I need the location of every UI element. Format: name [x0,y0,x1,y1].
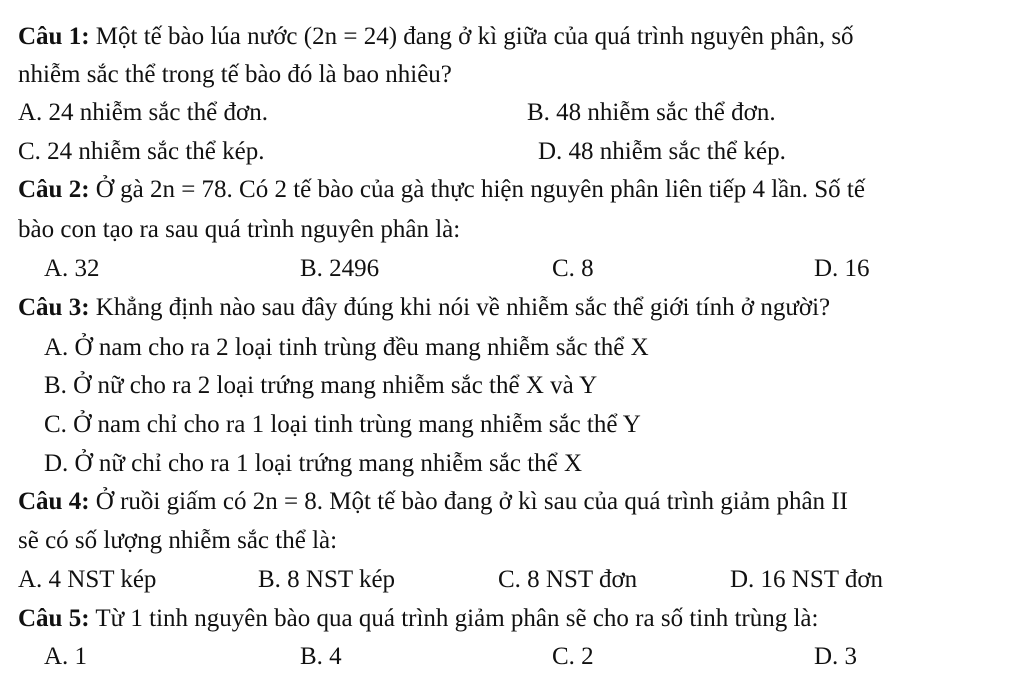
question-5-option-d[interactable]: D. 3 [814,643,858,670]
question-2-option-b[interactable]: B. 2496 [300,255,380,282]
question-2-option-a[interactable]: A. 32 [44,255,100,282]
question-3-stem: Khẳng định nào sau đây đúng khi nói về nhiễm sắc thể giới tính ở người? [89,294,831,321]
question-1-option-b[interactable]: B. 48 nhiễm sắc thể đơn. [527,99,776,126]
question-4-option-c[interactable]: C. 8 NST đơn [498,566,638,593]
question-2-option-c[interactable]: C. 8 [552,255,594,282]
question-2-stem: Ở gà 2n = 78. Có 2 tế bào của gà thực hiện nguyên phân liên tiếp 4 lần. Số tế [89,176,865,203]
question-3-label: Câu 3: [18,294,90,321]
question-5-stem: Từ 1 tinh nguyên bào qua quá trình giảm phân sẽ cho ra số tinh trùng là: [89,605,819,632]
question-1-line-2: nhiễm sắc thể trong tế bào đó là bao nhiêu? [18,61,452,88]
question-4-option-b[interactable]: B. 8 NST kép [258,566,396,593]
question-1-option-c[interactable]: C. 24 nhiễm sắc thể kép. [18,138,265,165]
question-5-option-b[interactable]: B. 4 [300,643,342,670]
question-1-option-d[interactable]: D. 48 nhiễm sắc thể kép. [538,138,786,165]
question-5-line-1 [18,604,818,634]
question-4-option-a[interactable]: A. 4 NST kép [18,566,157,593]
question-3-option-a[interactable]: A. Ở nam cho ra 2 loại tinh trùng đều mang nhiễm sắc thể X [44,334,649,361]
question-5-option-a[interactable]: A. 1 [44,643,88,670]
question-2-line-1 [18,175,865,205]
question-1-option-a[interactable]: A. 24 nhiễm sắc thể đơn. [18,99,268,126]
question-2-line-2: bào con tạo ra sau quá trình nguyên phân là: [18,216,461,243]
question-3-option-c[interactable]: C. Ở nam chỉ cho ra 1 loại tinh trùng mang nhiễm sắc thể Y [44,411,641,438]
question-3-line-1 [18,293,830,323]
question-4-line-1 [18,487,848,517]
question-5-option-c[interactable]: C. 2 [552,643,594,670]
question-4-line-2: sẽ có số lượng nhiễm sắc thể là: [18,527,338,554]
question-4-stem: Ở ruồi giấm có 2n = 8. Một tế bào đang ở kì sau của quá trình giảm phân II [89,488,848,515]
question-4-label: Câu 4: [18,488,90,515]
question-1-stem: Một tế bào lúa nước (2n = 24) đang ở kì giữa của quá trình nguyên phân, số [89,23,854,50]
question-3-option-d[interactable]: D. Ở nữ chỉ cho ra 1 loại trứng mang nhiễm sắc thể X [44,450,583,477]
question-1-label: Câu 1: [18,23,90,50]
question-4-option-d[interactable]: D. 16 NST đơn [730,566,884,593]
question-3-option-b[interactable]: B. Ở nữ cho ra 2 loại trứng mang nhiễm sắc thể X và Y [44,372,598,399]
question-2-label: Câu 2: [18,176,90,203]
question-1-line-1 [18,22,854,52]
question-5-label: Câu 5: [18,605,90,632]
question-2-option-d[interactable]: D. 16 [814,255,870,282]
